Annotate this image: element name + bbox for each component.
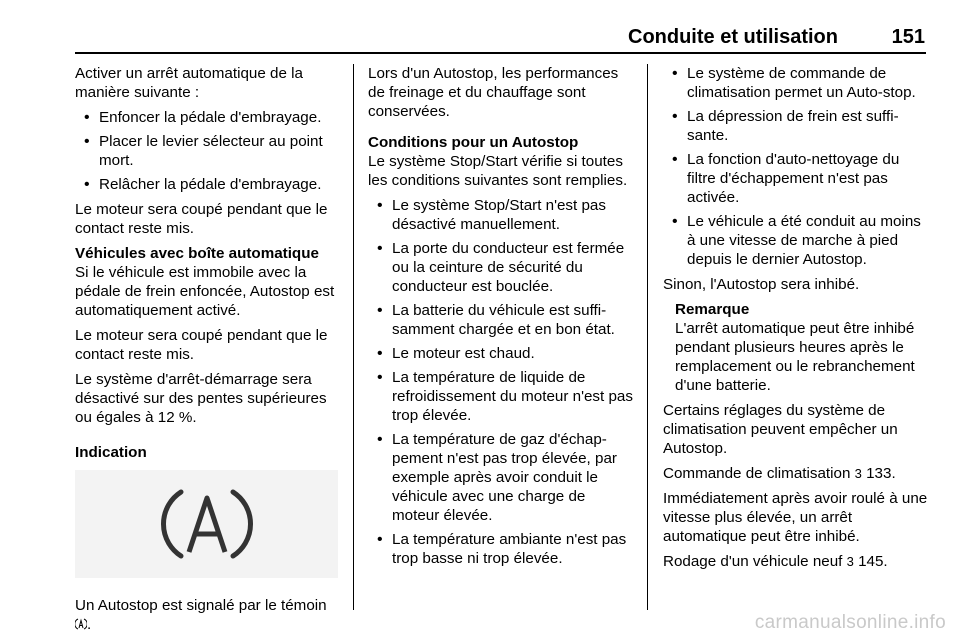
list-item: • Enfoncer la pédale d'embrayage. [75,108,341,127]
manual-intro: Activer un arrêt automatique de la manière suivante : [75,65,303,101]
slope-text: Le système d'arrêt-démarrage sera désactivé sur des pentes supérieures ou égales à 12 %. [75,371,327,426]
list-item: • La température ambiante n'est pas trop basse ni trop élevée. [368,530,634,568]
column-divider [353,64,354,610]
list-item: • La porte du conducteur est fermée ou la ceinture de sécurité du conducteur est bouclée. [368,239,634,296]
column-1 [75,64,341,640]
list-item: • Le système Stop/Start n'est pas désactivé manuellement. [368,196,634,234]
autostop-a-icon [75,618,87,630]
indication-heading: Indication [75,444,147,461]
climate-reference[interactable]: Commande de climatisation 3 133. [663,465,896,482]
header-rule [75,52,926,54]
page-number: 151 [891,26,925,48]
section-title: Conduite et utilisation [628,26,838,48]
manual-result: Le moteur sera coupé pendant que le contact reste mis. [75,201,328,237]
list-item: • La température de gaz d'échap-pement n'est pas trop élevée, par exemple après avoir conduit le véhicule avec une charge de moteur élevée. [368,430,634,525]
conditions-list-continued [663,64,929,269]
conditions-intro: Le système Stop/Start vérifie si toutes les conditions suivantes sont remplies. [368,153,628,189]
accel-text: Immédiatement après avoir roulé à une vitesse plus élevée, un arrêt automatique peut être inhibé. [663,490,928,545]
conditions-list [368,196,634,568]
indicator-text: Un Autostop est signalé par le témoin . [75,597,327,633]
note-text: L'arrêt automatique peut être inhibé pendant plusieurs heures après le remplacement ou le rebranchement d'une batterie. [675,320,915,394]
list-item: • Relâcher la pédale d'embrayage. [75,175,341,194]
list-item: • Le véhicule a été conduit au moins à une vitesse de marche à pied depuis le dernier Autostop. [663,212,929,269]
column-3 [663,64,929,577]
list-item: • Le moteur est chaud. [368,344,634,363]
list-item: • La fonction d'auto-nettoyage du filtre d'échappement n'est pas activée. [663,150,929,207]
conditions-heading: Conditions pour un Autostop [368,134,579,151]
breakin-reference[interactable]: Rodage d'un véhicule neuf 3 145. [663,553,888,570]
otherwise-text: Sinon, l'Autostop sera inhibé. [663,276,860,293]
indicator-figure [75,470,338,578]
auto-text: Si le véhicule est immobile avec la pédale de frein enfoncée, Autostop est automatiquement activé. [75,264,335,319]
list-item: • La température de liquide de refroidissement du moteur n'est pas trop élevée. [368,368,634,425]
note-heading: Remarque [675,301,750,318]
page-ref-arrow-icon: 3 [846,554,854,569]
list-item: • La dépression de frein est suffi-sante. [663,107,929,145]
column-2 [368,64,634,574]
list-item: • Placer le levier sélecteur au point mort. [75,132,341,170]
page-ref-arrow-icon: 3 [854,466,862,481]
list-item: • Le système de commande de climatisation permet un Auto-stop. [663,64,929,102]
auto-result: Le moteur sera coupé pendant que le contact reste mis. [75,327,328,363]
manual-steps-list [75,108,341,194]
page-header [75,25,925,49]
list-item: • La batterie du véhicule est suffi-samment chargée et en bon état. [368,301,634,339]
climate-text: Certains réglages du système de climatisation peuvent empêcher un Autostop. [663,402,898,457]
auto-heading: Véhicules avec boîte automatique [75,245,319,262]
column-divider [647,64,648,610]
performance-text: Lors d'un Autostop, les performances de freinage et du chauffage sont conservées. [368,65,619,120]
autostop-a-icon [155,484,259,564]
watermark: carmanualsonline.info [754,612,946,633]
note-box [663,300,929,395]
